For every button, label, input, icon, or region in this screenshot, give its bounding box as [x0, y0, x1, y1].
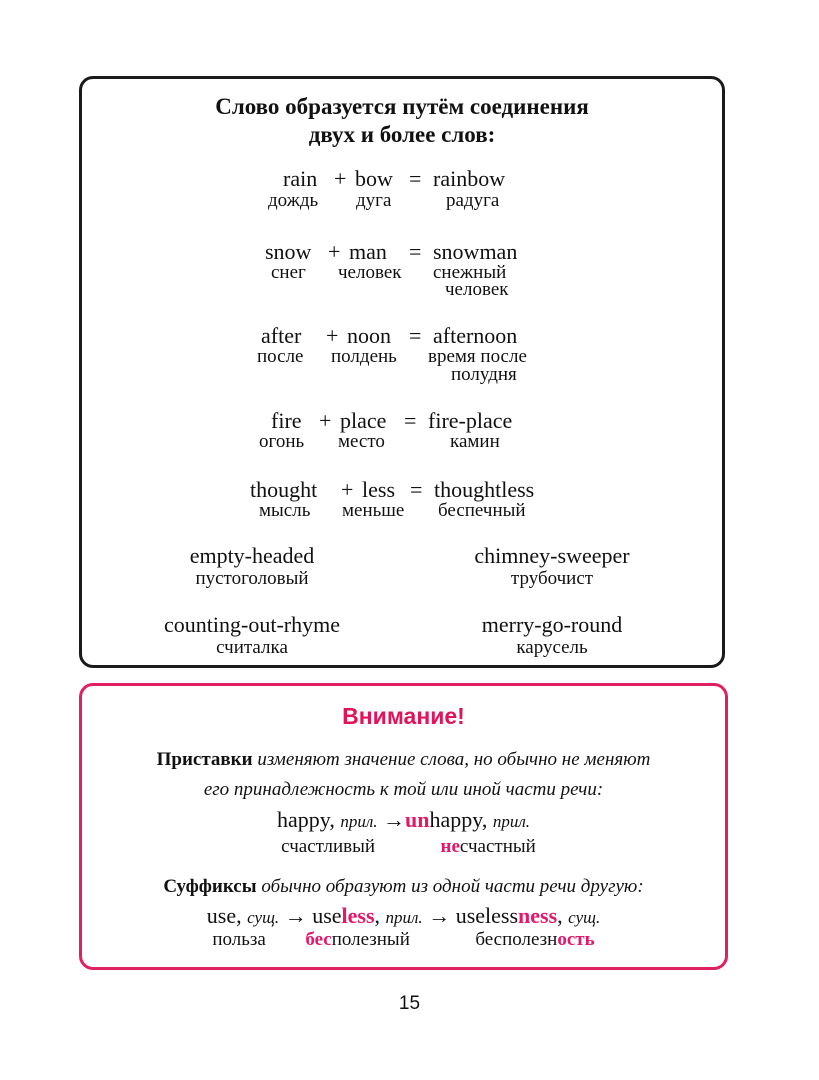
result: thoughtless: [434, 477, 535, 502]
translation-afternoon: [82, 347, 722, 367]
plus-sign: +: [319, 408, 332, 433]
plus-sign: +: [328, 239, 341, 264]
suffix-rule-line: [82, 875, 725, 899]
translation-result: время после: [428, 346, 527, 367]
equals-sign: =: [404, 408, 417, 433]
heading-line-2: двух и более слов:: [308, 122, 496, 147]
equals-sign: =: [409, 166, 422, 191]
compound-chimney-sweeper: [442, 544, 662, 590]
equals-sign: =: [409, 323, 422, 348]
result: afternoon: [433, 323, 518, 348]
suffix-term: Суффиксы: [163, 876, 257, 897]
translation-thoughtless: [82, 501, 722, 521]
part-of-speech: прил.: [385, 908, 423, 927]
highlighted-prefix: не: [440, 836, 460, 857]
translation-result: беспечный: [438, 500, 526, 521]
compound-russian: трубочист: [510, 568, 594, 589]
translation-result: радуга: [446, 190, 500, 211]
translation-root: бесполезн: [475, 929, 558, 950]
compound-english: counting-out-rhyme: [164, 612, 340, 637]
part-2: less: [362, 477, 395, 502]
part-of-speech: сущ.: [247, 908, 280, 927]
example-root: useless: [455, 903, 519, 928]
equation-afternoon: [82, 324, 722, 348]
translation-2: человек: [338, 262, 402, 283]
translation-result-line-2: человек: [445, 279, 509, 300]
part-2: man: [349, 239, 387, 264]
suffix-example: [82, 903, 725, 931]
arrow-icon: →: [284, 903, 307, 928]
translation-result: камин: [450, 431, 500, 452]
highlighted-suffix: ness: [518, 903, 558, 928]
highlighted-suffix: ость: [557, 929, 595, 950]
translation-2: дуга: [356, 190, 392, 211]
part-of-speech: прил.: [492, 812, 530, 831]
comma: ,: [374, 903, 381, 928]
example-root: use: [312, 903, 342, 928]
translation-1: дождь: [268, 190, 319, 211]
highlighted-prefix: бес: [305, 929, 332, 950]
prefix-example-translation: [82, 836, 725, 858]
prefix-text-1: изменяют значение слова, но обычно не меняют: [257, 749, 651, 770]
suffix-example-translation: [82, 929, 725, 951]
equation-rainbow: [82, 167, 722, 191]
arrow-icon: →: [428, 903, 451, 928]
result: fire-place: [428, 408, 513, 433]
equals-sign: =: [409, 239, 422, 264]
prefix-rule-line-1: [82, 748, 725, 772]
part-1: fire: [271, 408, 302, 433]
translation-result-line-2: полудня: [451, 364, 517, 385]
comma: ,: [557, 903, 563, 928]
part-1: thought: [250, 477, 318, 502]
compound-words-box: [79, 76, 725, 668]
translation-2: место: [338, 431, 385, 452]
compound-english: chimney-sweeper: [474, 543, 630, 568]
part-2: bow: [355, 166, 393, 191]
compound-russian: карусель: [516, 637, 588, 658]
part-1: after: [261, 323, 302, 348]
prefix-example: [82, 807, 725, 835]
highlighted-suffix: less: [341, 903, 375, 928]
translation-result: снежный: [433, 262, 507, 283]
translation-rainbow: [82, 191, 722, 211]
translation-rest: счастный: [459, 836, 536, 857]
attention-box: [79, 683, 728, 970]
page-number: 15: [398, 993, 421, 1014]
example-word-rest: happy,: [429, 807, 488, 832]
translation-word: счастливый: [281, 836, 376, 857]
suffix-text: обычно образуют из одной части речи другую:: [261, 876, 644, 897]
part-of-speech: сущ.: [568, 908, 601, 927]
compound-russian: считалка: [216, 637, 288, 658]
translation-1: огонь: [259, 431, 305, 452]
translation-snowman: [82, 263, 722, 283]
result: rainbow: [433, 166, 506, 191]
equation-snowman: [82, 240, 722, 264]
prefix-rule-line-2: его принадлежность к той или иной части речи:: [203, 779, 604, 800]
arrow-icon: →: [383, 807, 405, 832]
equation-fireplace: [82, 409, 722, 433]
compound-merry-go-round: [442, 613, 662, 659]
part-1: snow: [265, 239, 312, 264]
part-2: noon: [347, 323, 391, 348]
equals-sign: =: [410, 477, 423, 502]
equation-thoughtless: [82, 478, 722, 502]
part-of-speech: прил.: [340, 812, 378, 831]
compound-empty-headed: [142, 544, 362, 590]
example-word: happy,: [276, 807, 335, 832]
attention-title: Внимание!: [342, 703, 465, 729]
plus-sign: +: [326, 323, 339, 348]
part-2: place: [340, 408, 387, 433]
plus-sign: +: [341, 477, 354, 502]
prefix-term: Приставки: [156, 749, 253, 770]
compound-russian: пустоголовый: [195, 568, 309, 589]
highlighted-prefix: un: [405, 807, 430, 832]
translation-1: снег: [271, 262, 306, 283]
compound-counting-out-rhyme: [122, 613, 382, 659]
translation-2: меньше: [342, 500, 405, 521]
compound-english: merry-go-round: [481, 612, 623, 637]
translation-rest: полезный: [331, 929, 410, 950]
compound-english: empty-headed: [189, 543, 315, 568]
part-1: rain: [283, 166, 318, 191]
translation-1: мысль: [259, 500, 311, 521]
translation-fireplace: [82, 432, 722, 452]
heading-line-1: Слово образуется путём соединения: [215, 94, 589, 119]
translation-word: польза: [212, 929, 266, 950]
result: snowman: [433, 239, 518, 264]
translation-1: после: [257, 346, 304, 367]
translation-2: полдень: [331, 346, 397, 367]
plus-sign: +: [334, 166, 347, 191]
example-word: use,: [206, 903, 242, 928]
